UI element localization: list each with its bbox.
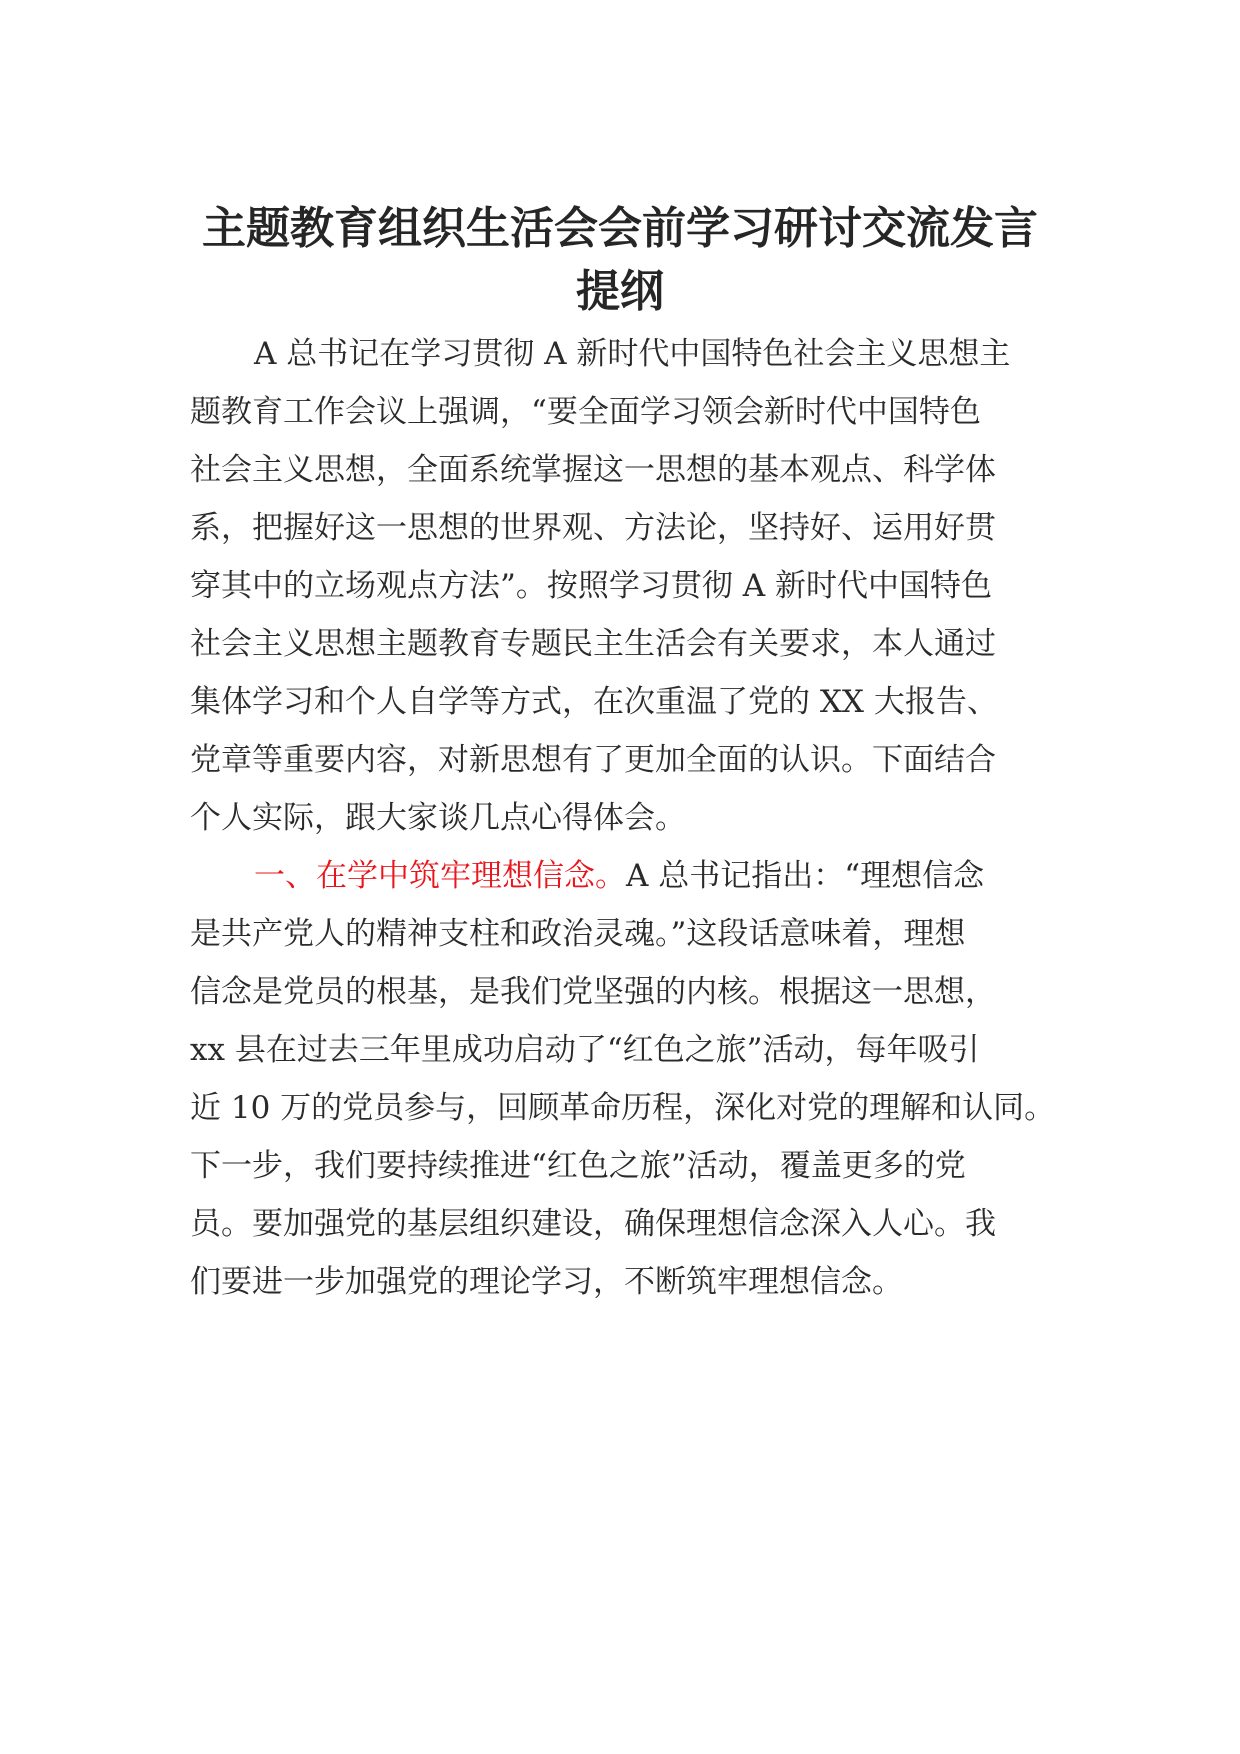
paragraph-1-line-4: 系，把握好这一思想的世界观、方法论，坚持好、运用好贯: [190, 510, 996, 546]
paragraph-1-line-1: A 总书记在学习贯彻 A 新时代中国特色社会主义思想主: [254, 336, 1011, 372]
paragraph-2-line-4: xx 县在过去三年里成功启动了“红色之旅”活动，每年吸引: [190, 1032, 980, 1068]
paragraph-2-line-8: 们要进一步加强党的理论学习，不断筑牢理想信念。: [190, 1264, 903, 1300]
paragraph-2-line-2: 是共产党人的精神支柱和政治灵魂。”这段话意味着，理想: [190, 916, 966, 952]
paragraph-1-line-6: 社会主义思想主题教育专题民主生活会有关要求，本人通过: [190, 626, 996, 662]
paragraph-2-line-6: 下一步，我们要持续推进“红色之旅”活动，覆盖更多的党: [190, 1148, 966, 1184]
section-heading-1: 一、在学中筑牢理想信念。: [254, 858, 626, 894]
paragraph-2-line-1-rest: A 总书记指出：“理想信念: [626, 858, 985, 894]
paragraph-1-line-9: 个人实际，跟大家谈几点心得体会。: [190, 800, 686, 836]
paragraph-2-line-5: 近 10 万的党员参与，回顾革命历程，深化对党的理解和认同。: [190, 1090, 1056, 1126]
paragraph-2-line-3: 信念是党员的根基，是我们党坚强的内核。根据这一思想，: [190, 974, 996, 1010]
paragraph-1-line-3: 社会主义思想，全面系统掌握这一思想的基本观点、科学体: [190, 452, 996, 488]
paragraph-1-line-8: 党章等重要内容，对新思想有了更加全面的认识。下面结合: [190, 742, 996, 778]
document-title-line-2: 提纲: [576, 266, 664, 317]
paragraph-1-line-5: 穿其中的立场观点方法”。按照学习贯彻 A 新时代中国特色: [190, 568, 992, 604]
paragraph-2-line-1: [254, 856, 984, 896]
paragraph-1-line-7: 集体学习和个人自学等方式，在次重温了党的 XX 大报告、: [190, 684, 998, 720]
paragraph-2-line-7: 员。要加强党的基层组织建设，确保理想信念深入人心。我: [190, 1206, 996, 1242]
paragraph-1-line-2: 题教育工作会议上强调，“要全面学习领会新时代中国特色: [190, 394, 981, 430]
document-title-line-1: 主题教育组织生活会会前学习研讨交流发言: [202, 203, 1038, 254]
